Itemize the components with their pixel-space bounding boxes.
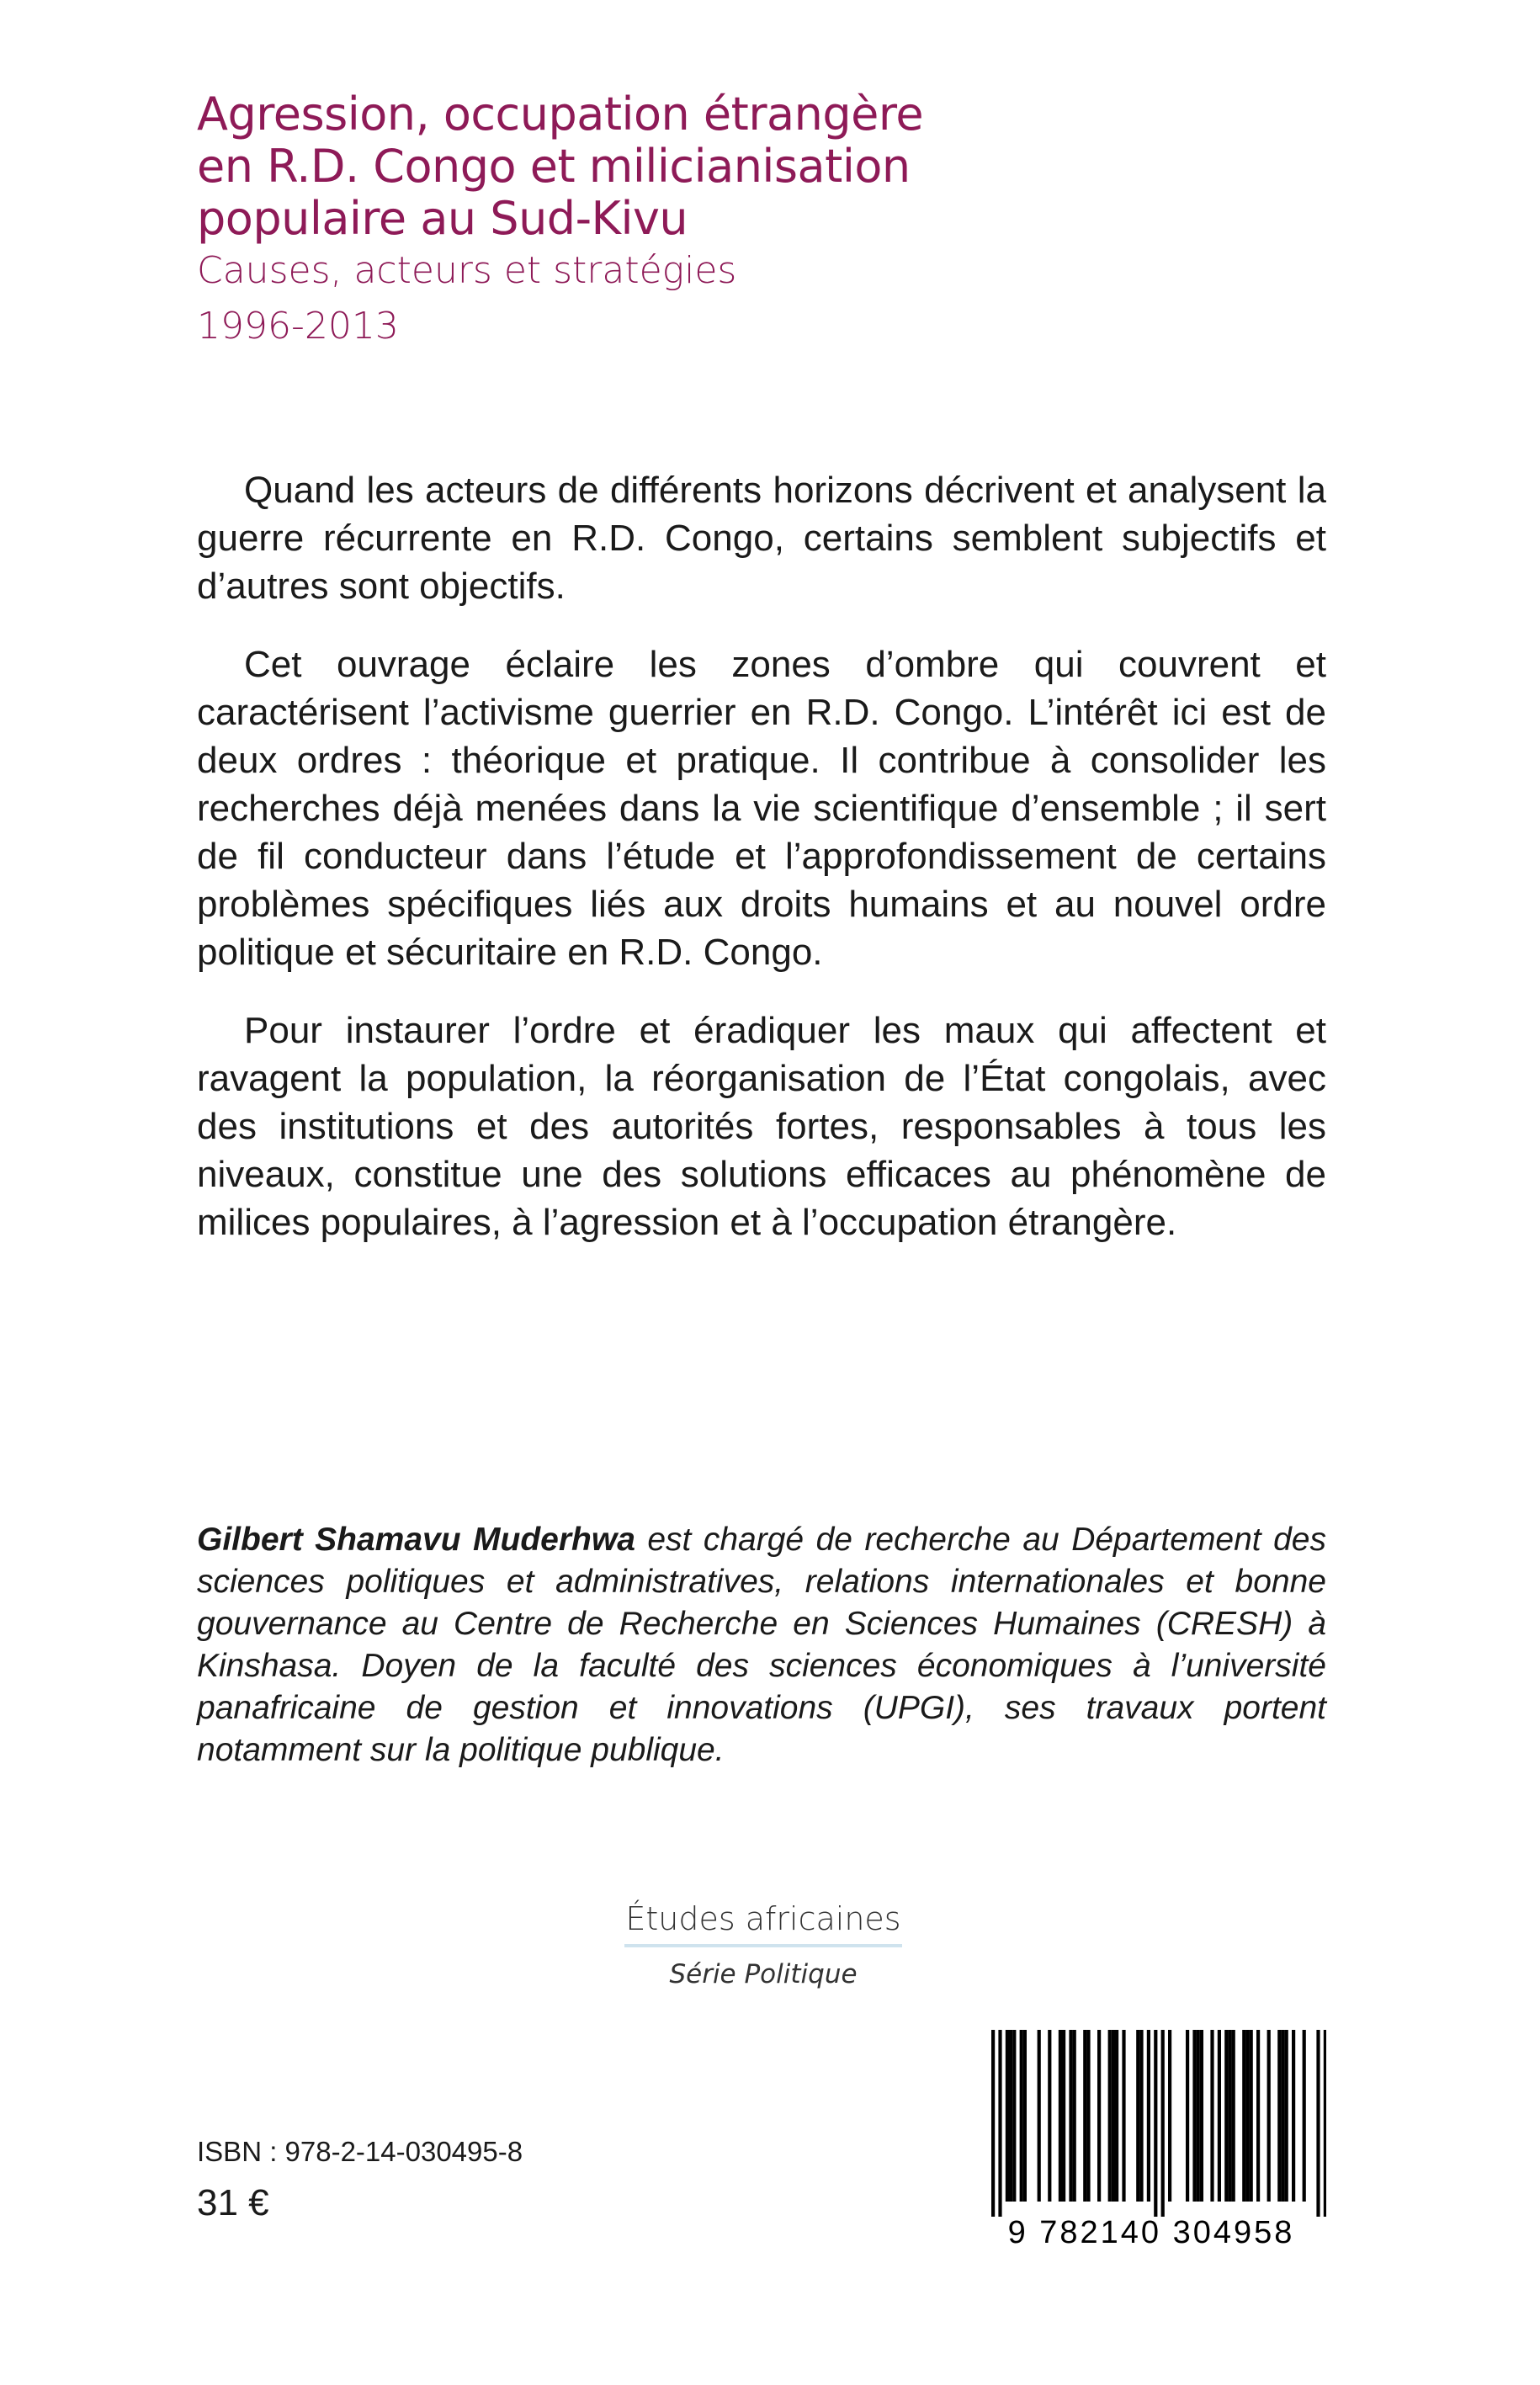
barcode-bar	[1038, 2030, 1041, 2202]
barcode-bar	[991, 2030, 995, 2217]
barcode-bar	[1197, 2030, 1200, 2202]
barcode-bar	[1168, 2030, 1171, 2202]
barcode-bar	[1242, 2030, 1245, 2202]
barcode-bar	[1256, 2030, 1260, 2202]
barcode-bar	[1154, 2030, 1157, 2217]
title-block	[197, 88, 1207, 353]
barcode-bar	[1048, 2030, 1051, 2202]
barcode-bar	[1161, 2030, 1165, 2217]
barcode-bar	[1186, 2030, 1189, 2202]
barcode-bar	[1147, 2030, 1150, 2202]
barcode-bar	[1281, 2030, 1284, 2202]
barcode-bar	[1073, 2030, 1076, 2202]
series-name: Études africaines	[625, 1900, 901, 1937]
barcode-bar	[1069, 2030, 1072, 2202]
barcode-bar	[1059, 2030, 1062, 2202]
barcode-bar	[1009, 2030, 1012, 2202]
barcode-bar	[1245, 2030, 1249, 2202]
summary-text	[197, 466, 1326, 1277]
barcode-bar	[1083, 2030, 1086, 2202]
barcode-bar	[1062, 2030, 1065, 2202]
barcode-bar	[1218, 2030, 1221, 2202]
book-years: 1996-2013	[197, 305, 399, 348]
barcode-bar	[1115, 2030, 1118, 2202]
title-line: en R.D. Congo et milicianisation	[197, 140, 911, 193]
summary-paragraph: Pour instaurer l’ordre et éradiquer les maux qui affectent et ravagent la population, la réorganisation de l’État congolais, avec des institutions et des autorités fortes, responsables à tous les niveaux, constitue une des solutions efficaces au phénomène de milices populaires, à l’agression et à l’occupation étrangère.	[197, 1010, 1326, 1243]
book-subtitle: Causes, acteurs et stratégies	[197, 249, 737, 292]
barcode-bar	[1250, 2030, 1253, 2202]
barcode-bar	[1112, 2030, 1115, 2202]
summary-paragraph: Cet ouvrage éclaire les zones d’ombre qui couvrent et caractérisent l’activisme guerrier en R.D. Congo. L’intérêt ici est de deux ordres : théorique et pratique. Il contribue à consolider les recherches déjà menées dans la vie scientifique d’ensemble ; il sert de fil conducteur dans l’étude et l’approfondissement de certains problèmes spécifiques liés aux droits humains et au nouvel ordre politique et sécuritaire en R.D. Congo.	[197, 644, 1326, 973]
series-divider	[624, 1944, 902, 1947]
summary-paragraph: Quand les acteurs de différents horizons décrivent et analysent la guerre récurrente en R.D. Congo, certains semblent subjectifs et d’autres sont objectifs.	[197, 470, 1326, 607]
barcode	[976, 2030, 1326, 2250]
barcode-digits: 9 782140 304958	[1007, 2215, 1295, 2250]
barcode-bar	[1324, 2030, 1326, 2217]
barcode-bar	[1228, 2030, 1231, 2202]
title-line: populaire au Sud-Kivu	[197, 192, 688, 245]
barcode-bar	[1232, 2030, 1235, 2202]
series-subseries: Série Politique	[669, 1959, 858, 1989]
barcode-bar	[1023, 2030, 1027, 2202]
barcode-bar	[1210, 2030, 1213, 2202]
barcode-bar	[1108, 2030, 1112, 2202]
barcode-bar	[1020, 2030, 1023, 2202]
series-block	[624, 1900, 902, 1989]
barcode-bar	[1303, 2030, 1306, 2202]
barcode-bar	[998, 2030, 1001, 2217]
author-bio-text: est chargé de recherche au Département des sciences politiques et administratives, relations internationales et bonne gouvernance au Centre de Recherche en Sciences Humaines (CRESH) à Kinshasa. Doyen de la faculté des sciences économiques à l’université panafricaine de gestion et innovations (UPGI), ses travaux portent notamment sur la politique publique.	[197, 1522, 1326, 1768]
barcode-bars	[976, 2030, 1326, 2217]
isbn-label: ISBN : 978-2-14-030495-8	[197, 2136, 523, 2167]
barcode-bar	[1285, 2030, 1288, 2202]
barcode-bar	[1277, 2030, 1281, 2202]
barcode-bar	[1086, 2030, 1090, 2202]
barcode-bar	[1122, 2030, 1125, 2202]
barcode-bar	[1139, 2030, 1143, 2202]
title-line: Agression, occupation étrangère	[197, 88, 924, 141]
barcode-bar	[1136, 2030, 1139, 2202]
price-label: 31 €	[197, 2182, 269, 2223]
barcode-bar	[1097, 2030, 1101, 2202]
author-name: Gilbert Shamavu Muderhwa	[197, 1522, 635, 1558]
barcode-bar	[1224, 2030, 1228, 2202]
barcode-bar	[1192, 2030, 1196, 2202]
book-title	[197, 88, 1207, 245]
barcode-bar	[1267, 2030, 1271, 2202]
barcode-bar	[1200, 2030, 1203, 2202]
author-bio	[197, 1519, 1326, 1771]
barcode-bar	[1316, 2030, 1320, 2217]
barcode-bar	[1012, 2030, 1016, 2202]
barcode-bar	[1292, 2030, 1295, 2202]
barcode-bar	[1006, 2030, 1009, 2202]
